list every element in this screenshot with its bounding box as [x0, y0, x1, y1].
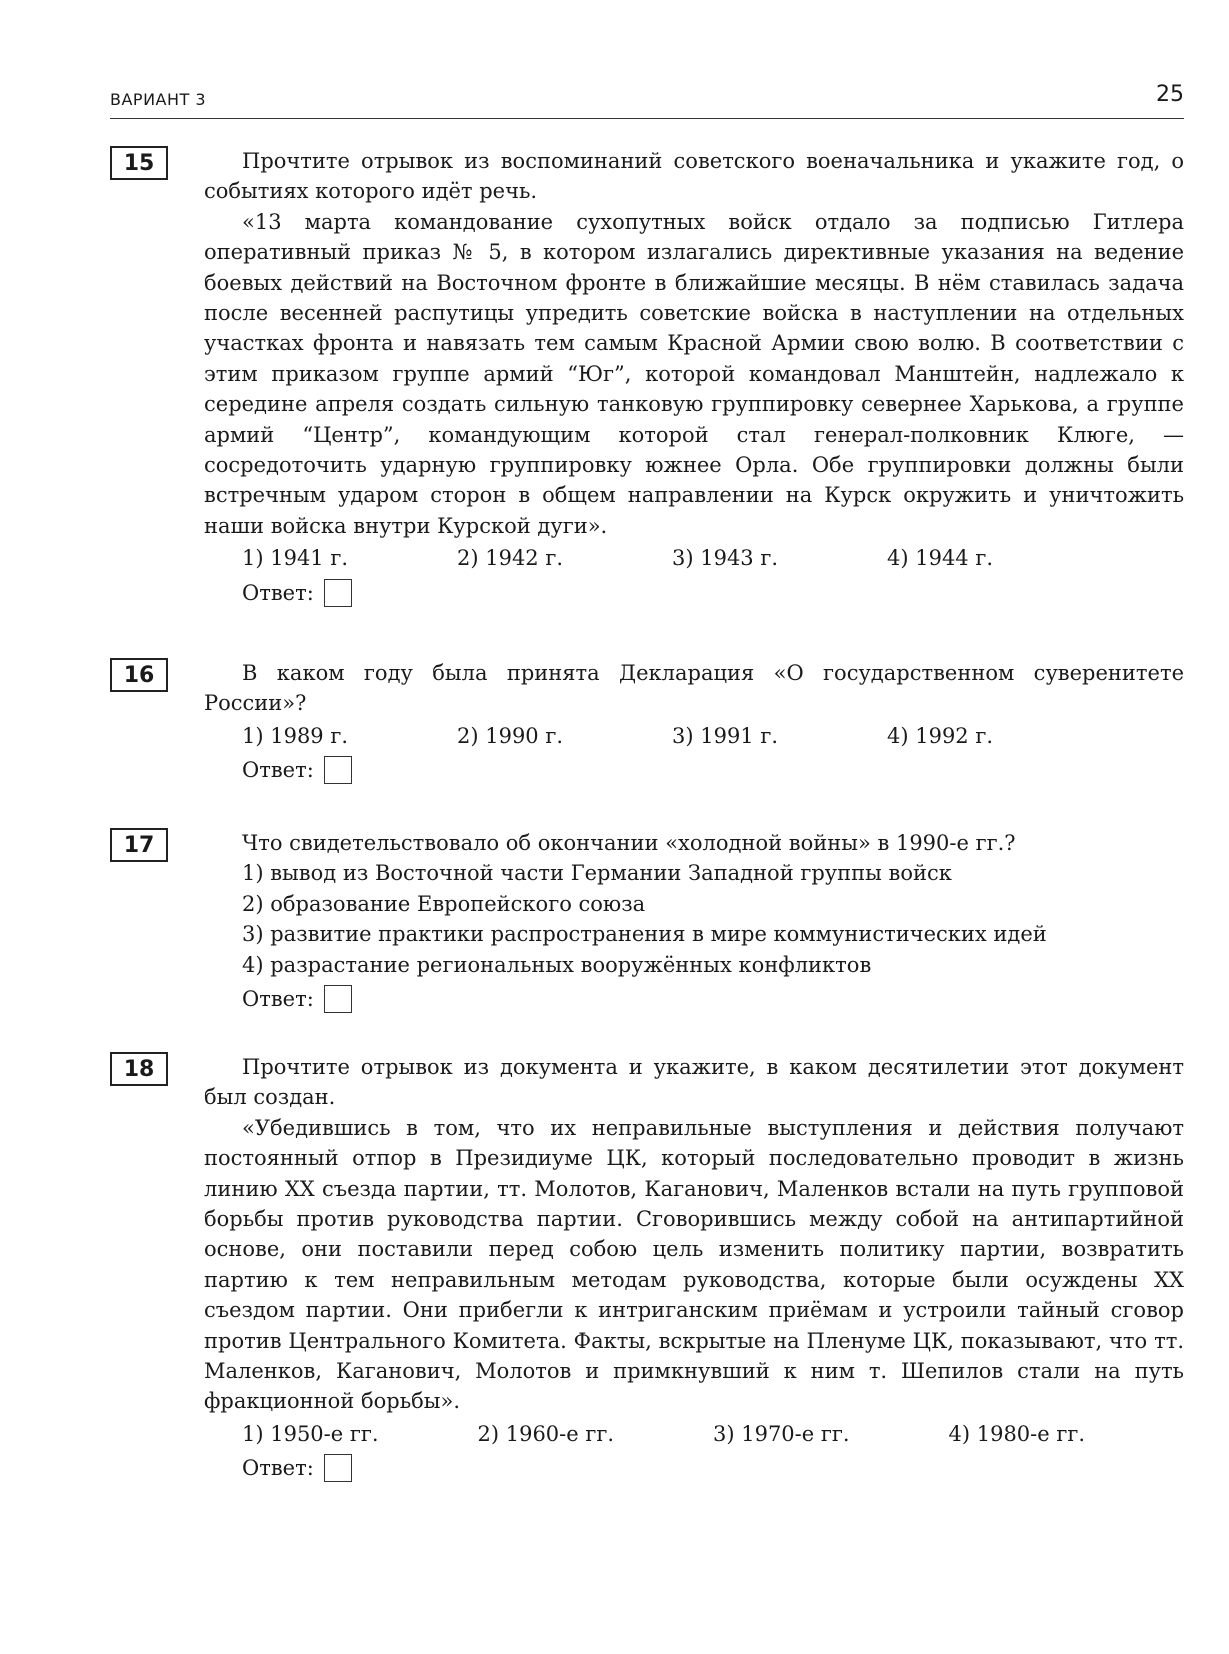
- option-3: 3) 1943 г.: [672, 546, 779, 571]
- option-1: 1) 1950-е гг.: [242, 1421, 379, 1446]
- options-row: [204, 721, 1184, 751]
- answer-label: Ответ:: [242, 987, 314, 1012]
- task-16: [110, 658, 1184, 786]
- answer-box[interactable]: [324, 1454, 352, 1482]
- task-passage: «Убедившись в том, что их неправильные выступления и действия получают постоянный отпор в Президиуме ЦК, который последовательно проводит в жизнь линию XX съезда партии, тт. Молотов, Каганович, Маленков встали на путь групповой борьбы против руководства партии. Сговорившись между собой на антипартийной основе, они поставили перед собою цель изменить политику партии, возвратить партию к тем неправильным методам руководства, которые были осуждены XX съездом партии. Они прибегли к интриганским приёмам и устроили тайный сговор против Центрального Комитета. Факты, вскрытые на Пленуме ЦК, показывают, что тт. Маленков, Каганович, Молотов и примкнувший к ним т. Шепилов стали на путь фракционной борьбы».: [204, 1115, 1184, 1414]
- answer-row: [204, 984, 1184, 1014]
- task-number: 17: [110, 828, 168, 862]
- options-row: [204, 543, 1184, 573]
- task-18: [110, 1052, 1184, 1484]
- option-2: 2) 1942 г.: [457, 546, 564, 571]
- option-3: 3) 1991 г.: [672, 723, 779, 748]
- option-3: 3) развитие практики распространения в мире коммунистических идей: [242, 922, 1047, 947]
- option-2: 2) образование Европейского союза: [242, 891, 646, 916]
- option-1: 1) 1989 г.: [242, 723, 349, 748]
- answer-row: [204, 755, 1184, 785]
- options-list: [204, 858, 1184, 980]
- task-question: Прочтите отрывок из документа и укажите, в каком десятилетии этот документ был создан.: [204, 1055, 1184, 1110]
- option-1: 1) вывод из Восточной части Германии Западной группы войск: [242, 861, 952, 886]
- option-4: 4) 1944 г.: [887, 546, 994, 571]
- option-1: 1) 1941 г.: [242, 546, 349, 571]
- page-number: 25: [1156, 82, 1184, 107]
- task-number: 18: [110, 1052, 168, 1086]
- answer-label: Ответ:: [242, 580, 314, 605]
- variant-label: ВАРИАНТ 3: [110, 90, 207, 109]
- answer-row: [204, 1453, 1184, 1483]
- page-header: [110, 82, 1184, 119]
- task-question: Прочтите отрывок из воспоминаний советского военачальника и укажите год, о событиях которого идёт речь.: [204, 149, 1184, 204]
- option-3: 3) 1970-е гг.: [713, 1421, 850, 1446]
- option-4: 4) 1992 г.: [887, 723, 994, 748]
- option-4: 4) разрастание региональных вооружённых конфликтов: [242, 952, 872, 977]
- task-number: 15: [110, 146, 168, 180]
- option-4: 4) 1980-е гг.: [948, 1421, 1086, 1446]
- task-question: Что свидетельствовало об окончании «холодной войны» в 1990-е гг.?: [242, 831, 1016, 855]
- task-passage: «13 марта командование сухопутных войск отдало за подписью Гитлера оперативный приказ № 5, в котором излагались директивные указания на ведение боевых действий на Восточном фронте в ближайшие месяцы. В нём ставилась задача после весенней распутицы упредить советские войска в наступлении на отдельных участках фронта и навязать тем самым Красной Армии свою волю. В соответствии с этим приказом группе армий “Юг”, которой командовал Манштейн, надлежало к середине апреля создать сильную танковую группировку севернее Харькова, а группе армий “Центр”, командующим которой стал генерал-полковник Клюге, — сосредоточить ударную группировку южнее Орла. Обе группировки должны были встречным ударом сторон в общем направлении на Курск окружить и уничтожить наши войска внутри Курской дуги».: [204, 209, 1184, 538]
- option-2: 2) 1990 г.: [457, 723, 564, 748]
- answer-label: Ответ:: [242, 758, 314, 783]
- answer-label: Ответ:: [242, 1456, 314, 1481]
- task-15: [110, 146, 1184, 608]
- option-2: 2) 1960-е гг.: [477, 1421, 615, 1446]
- answer-box[interactable]: [324, 579, 352, 607]
- answer-box[interactable]: [324, 985, 352, 1013]
- options-row: [204, 1419, 1184, 1449]
- task-question: В каком году была принята Декларация «О государственном суверенитете России»?: [204, 661, 1184, 716]
- answer-box[interactable]: [324, 756, 352, 784]
- task-number: 16: [110, 658, 168, 692]
- task-17: [110, 828, 1184, 1014]
- answer-row: [204, 578, 1184, 608]
